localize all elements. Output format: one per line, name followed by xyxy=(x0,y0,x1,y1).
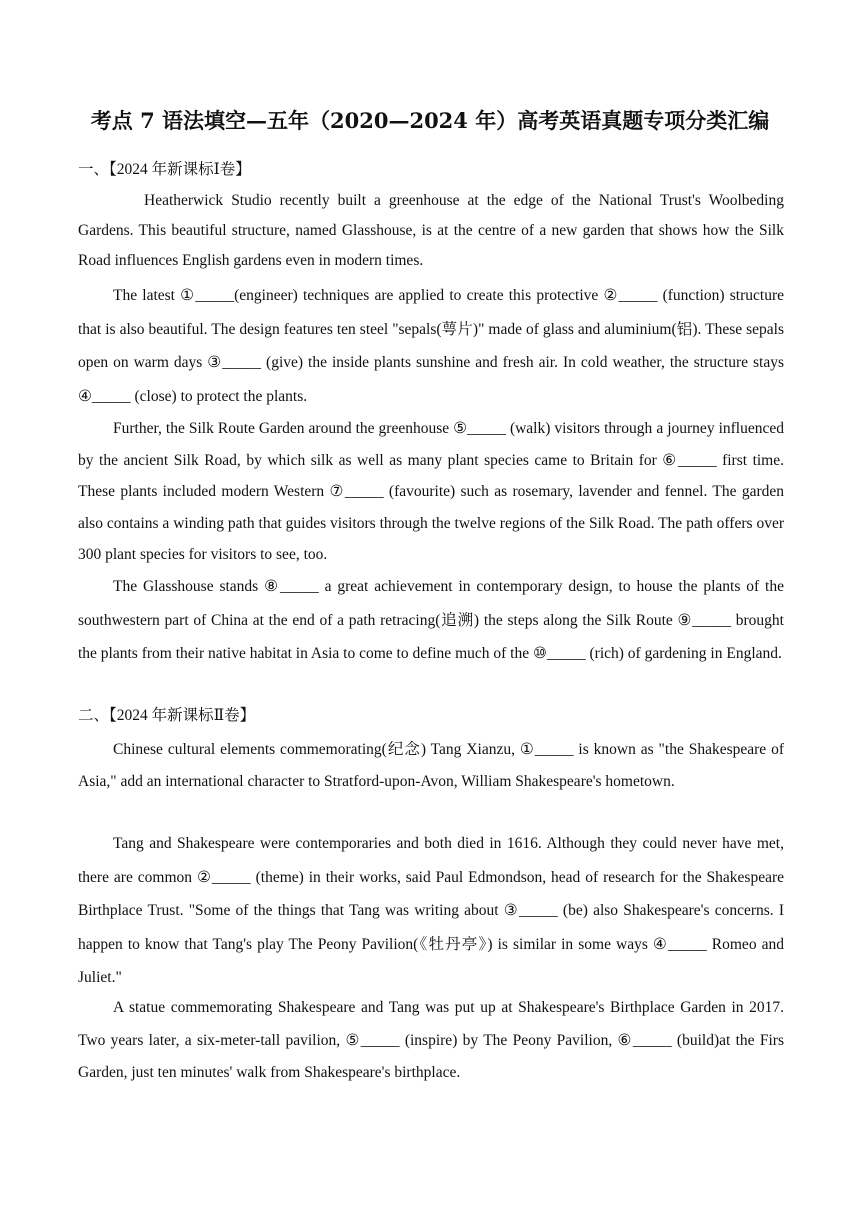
passage-1-paragraph-4: The Glasshouse stands ⑧_____ a great achievement in contemporary design, to house the plants of the southwestern part of China at the end of a path retracing(追溯) the steps along the Silk Route ⑨_____ brought the plants from their native habitat in Asia to come to define much of the ⑩_____ (rich) of gardening in England. xyxy=(78,578,784,662)
passage-2-paragraph-2: Tang and Shakespeare were contemporaries and both died in 1616. Although they could never have met, there are common ②_____ (theme) in their works, said Paul Edmondson, head of research for the Shakespeare Birthplace Trust. "Some of the things that Tang was writing about ③_____ (be) also Shakespeare's concerns. I happen to know that Tang's play The Peony Pavilion(《牡丹亭》) is similar in some ways ④_____ Romeo and Juliet." xyxy=(78,835,784,986)
section-heading-2: 二、【2024 年新课标Ⅱ卷】 xyxy=(78,707,256,724)
passage-2-paragraph-1: Chinese cultural elements commemorating(纪念) Tang Xianzu, ①_____ is known as "the Shakespeare of Asia," add an international character to Stratford-upon-Avon, William Shakespeare's hometown. xyxy=(78,741,784,790)
section-heading-1: 一、【2024 年新课标Ⅰ卷】 xyxy=(78,161,251,178)
passage-1-paragraph-1: Heatherwick Studio recently built a greenhouse at the edge of the National Trust's Woolbeding Gardens. This beautiful structure, named Glasshouse, is at the centre of a new garden that shows how the Silk Road influences English gardens even in modern times. xyxy=(78,192,784,269)
passage-2-paragraph-3: A statue commemorating Shakespeare and Tang was put up at Shakespeare's Birthplace Garden in 2017. Two years later, a six-meter-tall pavilion, ⑤_____ (inspire) by The Peony Pavilion, ⑥_____ (build)at the Firs Garden, just ten minutes' walk from Shakespeare's birthplace. xyxy=(78,999,784,1081)
passage-1-paragraph-3: Further, the Silk Route Garden around the greenhouse ⑤_____ (walk) visitors through a journey influenced by the ancient Silk Road, by which silk as well as many plant species came to Britain for ⑥_____ first time. These plants included modern Western ⑦_____ (favourite) such as rosemary, lavender and fennel. The garden also contains a winding path that guides visitors through the twelve regions of the Silk Road. The path offers over 300 plant species for visitors to see, too. xyxy=(78,420,784,563)
passage-1-paragraph-2: The latest ①_____(engineer) techniques are applied to create this protective ②_____ (function) structure that is also beautiful. The design features ten steel "sepals(萼片)" made of glass and aluminium(铝). These sepals open on warm days ③_____ (give) the inside plants sunshine and fresh air. In cold weather, the structure stays ④_____ (close) to protect the plants. xyxy=(78,287,784,405)
document-title: 考点 7 语法填空—五年（2020—2024 年）高考英语真题专项分类汇编 xyxy=(90,108,770,133)
